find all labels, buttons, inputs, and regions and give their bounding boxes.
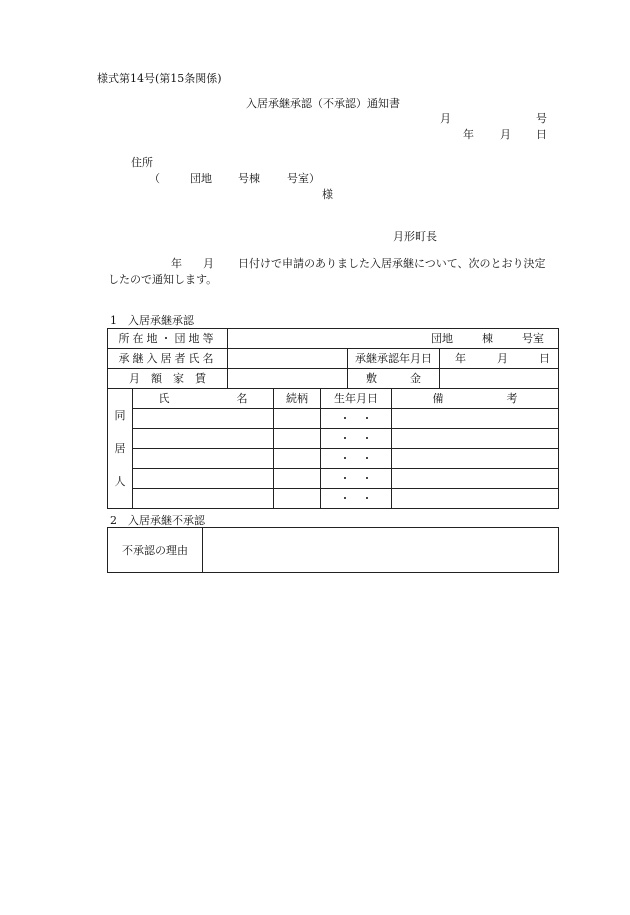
cohabitant-label <box>108 389 133 509</box>
cohabitant-relation <box>274 429 321 449</box>
col-remarks-header <box>392 389 559 409</box>
deposit-label: 敷 金 <box>348 369 440 389</box>
cohabitant-row <box>108 469 559 489</box>
col-name-header <box>133 389 274 409</box>
address-label: 住所 <box>131 156 153 169</box>
cohabitant-name <box>133 429 274 449</box>
cohabitant-row <box>108 429 559 449</box>
rent-value <box>228 369 348 389</box>
cohabitant-relation <box>274 469 321 489</box>
rejection-table <box>107 527 559 573</box>
cohabitant-birth: ・ ・ <box>321 449 392 469</box>
heir-date-month: 月 <box>497 352 509 365</box>
heir-date-label: 承継承認年月日 <box>348 349 440 369</box>
body-line2: したので通知します。 <box>108 273 218 286</box>
sender-mayor: 月形町長 <box>393 230 437 243</box>
heir-date-year: 年 <box>455 352 467 365</box>
doc-month: 月 <box>440 112 451 125</box>
cohabitant-header-row <box>108 389 559 409</box>
section1-title: 1 入居承継承認 <box>110 314 194 327</box>
cohabitant-row <box>108 489 559 509</box>
location-building: 棟 <box>482 332 494 345</box>
cohabitant-name <box>133 489 274 509</box>
cohabitant-name <box>133 449 274 469</box>
heir-name-label: 承継入居者氏名 <box>108 349 228 369</box>
cohabitant-remarks <box>392 469 559 489</box>
body-line1: 日付けで申請のありました入居承継について、次のとおり決定 <box>238 257 546 270</box>
cohabitant-birth: ・ ・ <box>321 489 392 509</box>
heir-row <box>108 349 559 369</box>
cohabitant-remarks <box>392 409 559 429</box>
document-title: 入居承継承認（不承認）通知書 <box>246 97 400 110</box>
cohabitant-label-2: 居 <box>114 441 126 455</box>
date-day: 日 <box>536 128 547 141</box>
heir-name-value <box>228 349 348 369</box>
rejection-reason-label: 不承認の理由 <box>108 528 203 573</box>
date-year: 年 <box>463 128 474 141</box>
rent-row <box>108 369 559 389</box>
heir-date-day: 日 <box>539 352 551 365</box>
cohabitant-relation <box>274 449 321 469</box>
rejection-reason-value <box>203 528 559 573</box>
address-building: 号棟 <box>238 172 260 185</box>
form-number: 様式第14号(第15条関係) <box>97 72 222 85</box>
col-name-2: 名 <box>236 392 248 405</box>
address-paren: （ <box>149 172 160 185</box>
location-value <box>228 329 559 349</box>
col-name-1: 氏 <box>158 392 170 405</box>
cohabitant-row <box>108 409 559 429</box>
section2-title: 2 入居承継不承認 <box>110 514 205 527</box>
location-label: 所在地・団地等 <box>108 329 228 349</box>
cohabitant-birth: ・ ・ <box>321 429 392 449</box>
col-remarks-1: 備 <box>432 392 444 405</box>
cohabitant-relation <box>274 409 321 429</box>
deposit-value <box>440 369 559 389</box>
location-danchi: 団地 <box>431 332 454 345</box>
body-month: 月 <box>203 257 214 270</box>
cohabitant-name <box>133 469 274 489</box>
cohabitant-remarks <box>392 449 559 469</box>
rent-label: 月 額 家 賃 <box>108 369 228 389</box>
approval-info-table <box>107 328 559 389</box>
doc-number: 号 <box>536 112 547 125</box>
cohabitant-label-3: 人 <box>114 475 126 489</box>
date-month: 月 <box>500 128 511 141</box>
col-remarks-2: 考 <box>506 392 518 405</box>
cohabitant-birth: ・ ・ <box>321 469 392 489</box>
honorific-sama: 様 <box>322 188 333 201</box>
body-year: 年 <box>171 257 182 270</box>
cohabitant-remarks <box>392 489 559 509</box>
cohabitant-row <box>108 449 559 469</box>
cohabitant-table <box>107 388 559 509</box>
rejection-row <box>108 528 559 573</box>
heir-date-value <box>440 349 559 369</box>
cohabitant-relation <box>274 489 321 509</box>
cohabitant-name <box>133 409 274 429</box>
col-relation-header: 続柄 <box>274 389 321 409</box>
location-row <box>108 329 559 349</box>
cohabitant-remarks <box>392 429 559 449</box>
address-room: 号室） <box>287 172 320 185</box>
location-room: 号室 <box>522 332 545 345</box>
address-danchi: 団地 <box>190 172 212 185</box>
cohabitant-label-1: 同 <box>114 408 126 422</box>
cohabitant-birth: ・ ・ <box>321 409 392 429</box>
col-birth-header: 生年月日 <box>321 389 392 409</box>
